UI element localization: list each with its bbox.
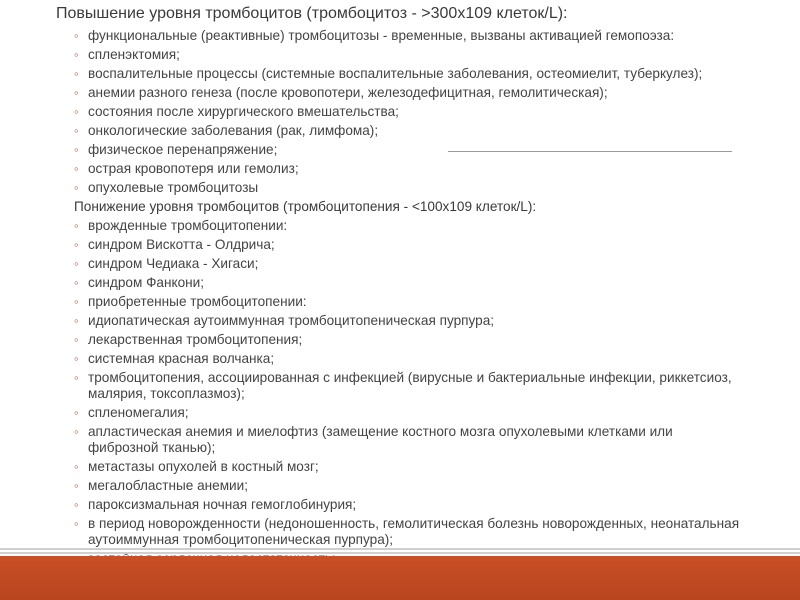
list-item: ◦ функциональные (реактивные) тромбоцитозы - временные, вызваны активацией гемопоэза: [74,28,746,44]
section1-list [56,28,746,196]
section2-list [56,218,746,567]
list-item: ◦ врожденные тромбоцитопении: [74,218,746,234]
list-item: ◦ в период новорожденности (недоношенность, гемолитическая болезнь новорожденных, неонатальная аутоиммунная тромбоцитопеническая пурпура); [74,516,746,548]
list-item: ◦ онкологические заболевания (рак, лимфома); [74,123,746,139]
list-item: ◦ анемии разного генеза (после кровопотери, железодефицитная, гемолитическая); [74,85,746,101]
list-item: ◦ синдром Вискотта - Олдрича; [74,237,746,253]
list-item: ◦ спленэктомия; [74,47,746,63]
list-item: ◦ опухолевые тромбоцитозы [74,180,746,196]
list-item: ◦ лекарственная тромбоцитопения; [74,332,746,348]
footer-rule [0,552,800,554]
list-item: ◦ воспалительные процессы (системные воспалительные заболевания, остеомиелит, туберкулез); [74,66,746,82]
slide-content [56,4,746,570]
section2-heading: Понижение уровня тромбоцитов (тромбоцитопения - <100х109 клеток/L): [74,199,537,214]
list-item: ◦ синдром Чедиака - Хигаси; [74,256,746,272]
list-item: ◦ мегалобластные анемии; [74,478,746,494]
list-item: ◦ идиопатическая аутоиммунная тромбоцитопеническая пурпура; [74,313,746,329]
list-item: ◦ острая кровопотеря или гемолиз; [74,161,746,177]
list-item: ◦ системная красная волчанка; [74,351,746,367]
list-item: ◦ состояния после хирургического вмешательства; [74,104,746,120]
list-item: ◦ метастазы опухолей в костный мозг; [74,459,746,475]
list-item: ◦ приобретенные тромбоцитопении: [74,294,746,310]
footer-rule [0,548,800,550]
list-item: ◦ синдром Фанкони; [74,275,746,291]
list-item: ◦ физическое перенапряжение; [74,142,746,158]
list-item: ◦ тромбоцитопения, ассоциированная с инфекцией (вирусные и бактериальные инфекции, риккетсиоз, малярия, токсоплазмоз); [74,370,746,402]
footer-band [0,556,800,600]
section1-heading: Повышение уровня тромбоцитов (тромбоцитоз - >300х109 клеток/L): [56,5,568,22]
list-item: ◦ пароксизмальная ночная гемоглобинурия; [74,497,746,513]
list-item: ◦ апластическая анемия и миелофтиз (замещение костного мозга опухолевыми клетками или фиброзной тканью); [74,424,746,456]
list-item: ◦ спленомегалия; [74,405,746,421]
horizontal-divider [448,151,732,152]
